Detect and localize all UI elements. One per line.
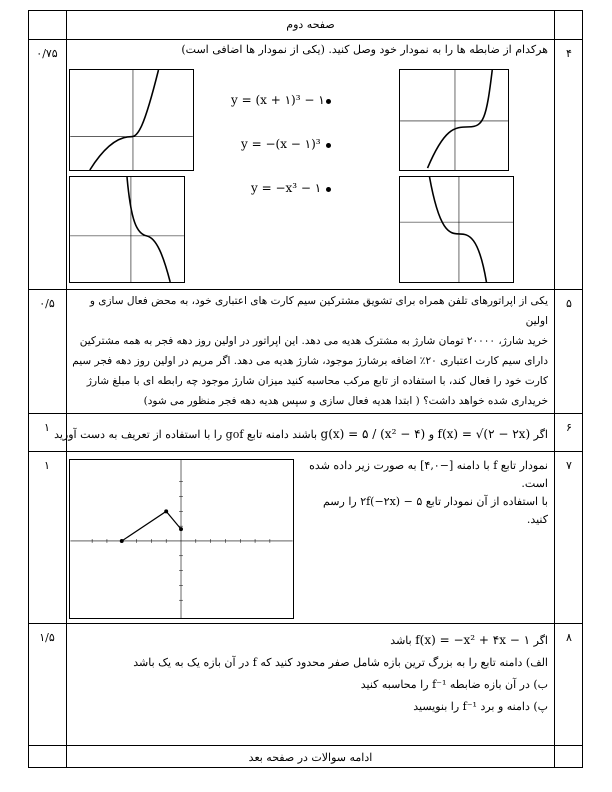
question-text (68, 291, 548, 411)
text-line: دارای سیم کارت اعتباری ۲۰٪ اضافه برشارژ موجود، شارژ هدیه می دهد. اگر مریم در اولین روز دهه فجر سیم (72, 355, 548, 367)
question-score: ۰/۵ (39, 297, 55, 310)
question-text: هرکدام از ضابطه ها را به نمودار خود وصل کنید. (یکی از نمودار ها اضافی است) (181, 43, 548, 56)
cubic-graph-a (69, 69, 194, 171)
exam-page (28, 10, 583, 768)
row-divider (29, 745, 582, 746)
continue-note: ادامه سوالات در صفحه بعد (248, 751, 373, 764)
part-b: ب) در آن بازه ضابطه f⁻¹ را محاسبه کنید (360, 678, 548, 691)
cubic-graph-c (399, 69, 509, 171)
formula-2: y = −(x − ۱)³ (241, 137, 321, 151)
question-score: ۱ (44, 421, 50, 434)
f-expression: f(x) = −x² + ۴x − ۱ (415, 633, 531, 647)
bullet-dot (326, 143, 331, 148)
piecewise-graph-svg (70, 460, 293, 618)
text-prefix: اگر (533, 634, 548, 647)
question-number: ۵ (566, 297, 572, 310)
question-number: ۶ (566, 421, 572, 434)
text-suffix: باشد (390, 634, 412, 647)
question-number: ۸ (566, 631, 572, 644)
text-line (68, 629, 548, 652)
question-number: ۷ (566, 459, 572, 472)
question-score: ۰/۷۵ (36, 47, 58, 60)
formula-1: y = (x + ۱)³ − ۱ (231, 93, 325, 107)
number-column-divider (554, 11, 555, 767)
cubic-graph-a-svg (70, 70, 193, 170)
formula-3: y = −x³ − ۱ (251, 181, 322, 195)
g-expression: g(x) = ۵ / (x² − ۴) (320, 427, 426, 441)
question-text (308, 457, 548, 529)
question-score: ۱/۵ (39, 631, 55, 644)
part-c: پ) دامنه و برد f⁻¹ را بنویسید (413, 700, 548, 713)
part-a: الف) دامنه تابع را به بزرگ ترین بازه شامل صفر محدود کنید که f در آن بازه یک به یک باشد (133, 656, 548, 669)
f-expression: f(x) = √(۲ − ۲x) (437, 427, 531, 441)
page-title: صفحه دوم (286, 18, 335, 31)
score-column-divider (66, 11, 67, 767)
cubic-graph-b-svg (70, 177, 184, 282)
text-line: یکی از اپراتورهای تلفن همراه برای تشویق مشترکین سیم کارت های اعتباری خود، به محض فعال سازی و اولین (89, 295, 548, 327)
text-conjunction: و (428, 428, 435, 441)
text-line: کارت خود را فعال کند، با استفاده از تابع مرکب محاسبه کنید میزان شارژ موجود چه رابطه ای با مبلغ شارژ (86, 375, 548, 387)
bullet-dot (326, 99, 331, 104)
cubic-graph-d-svg (400, 177, 513, 282)
text-line: خرید شارژ، ۲۰۰۰۰ تومان شارژ به مشترک هدیه می دهد. این اپراتور در اولین روز دهه فجر به همه مشترکین (79, 335, 548, 347)
text-line: خریداری شده خواهد داشت؟ ( ابتدا هدیه فعال سازی و سپس هدیه دهه فجر منظور می شود) (143, 395, 548, 407)
text-prefix: اگر (533, 428, 548, 441)
row-divider (29, 289, 582, 290)
text-suffix: باشند دامنه تابع gof را با استفاده از تعریف به دست آورید (54, 428, 318, 441)
text-line: نمودار تابع f با دامنه [−۴,۰] به صورت زیر داده شده است. (309, 459, 548, 490)
text-line: با استفاده از آن نمودار تابع ۵ − ۲f(−۲x) را رسم کنید. (322, 495, 548, 526)
question-text (54, 425, 548, 444)
cubic-graph-b (69, 176, 185, 283)
row-divider (29, 39, 582, 40)
row-divider (29, 623, 582, 624)
cubic-graph-c-svg (400, 70, 508, 170)
row-divider (29, 413, 582, 414)
question-number: ۴ (566, 47, 572, 60)
piecewise-graph (69, 459, 294, 619)
bullet-dot (326, 187, 331, 192)
cubic-graph-d (399, 176, 514, 283)
question-score: ۱ (44, 459, 50, 472)
question-text (68, 629, 548, 718)
row-divider (29, 451, 582, 452)
